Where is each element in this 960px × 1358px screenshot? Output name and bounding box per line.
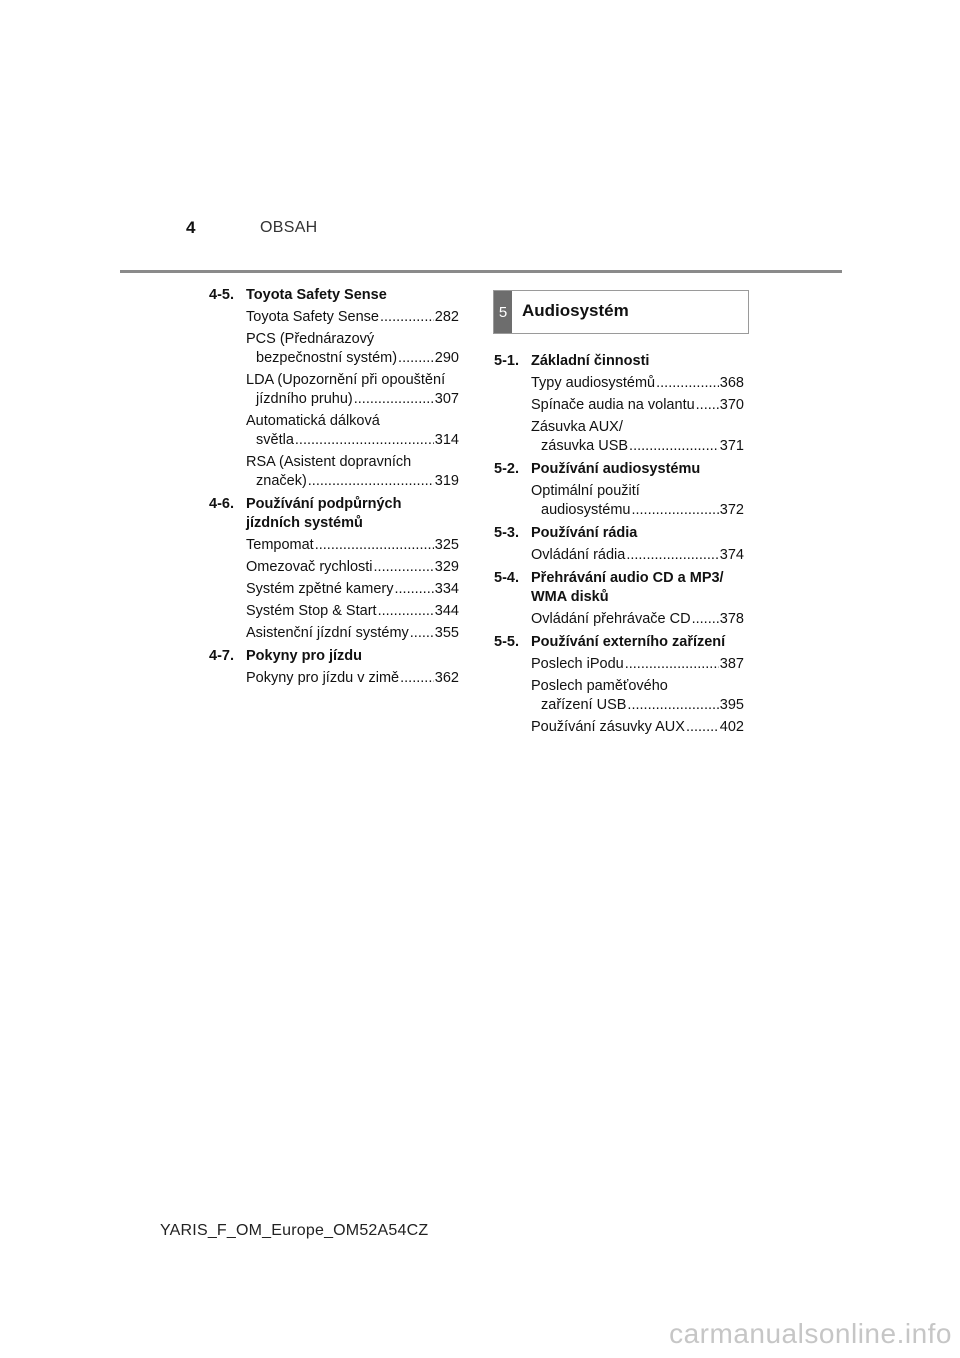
toc-entry-text: PCS (Přednárazový	[246, 331, 375, 347]
page-ref: 344	[434, 603, 459, 619]
toc-entry[interactable]	[246, 371, 459, 409]
section-number: 5-3.	[494, 525, 519, 541]
toc-section	[209, 286, 459, 491]
dot-leader	[400, 669, 434, 688]
section-title: OBSAH	[260, 219, 318, 236]
dot-leader	[626, 546, 718, 565]
dot-leader	[656, 374, 719, 393]
toc-entry-leader-line	[531, 501, 744, 520]
toc-entry-text: Asistenční jízdní systémy	[246, 625, 409, 641]
page-ref: 371	[719, 438, 744, 454]
toc-entry[interactable]	[246, 412, 459, 450]
dot-leader	[308, 472, 434, 491]
toc-entry-text: jízdního pruhu)	[256, 391, 353, 407]
toc-entry-leader-line	[246, 536, 459, 555]
toc-entry-text: bezpečnostní systém)	[256, 350, 398, 366]
toc-entry-text: Toyota Safety Sense	[246, 309, 379, 325]
toc-section-heading	[494, 460, 744, 479]
section-number: 5-5.	[494, 634, 519, 650]
toc-section	[494, 524, 744, 565]
toc-entry-text: zásuvka USB	[541, 438, 629, 454]
page-ref: 370	[719, 397, 744, 413]
page-ref: 334	[434, 581, 459, 597]
dot-leader	[629, 437, 719, 456]
toc-entry-text: audiosystému	[541, 502, 631, 518]
page-ref: 362	[434, 670, 459, 686]
dot-leader	[631, 501, 718, 520]
page-ref: 314	[434, 432, 459, 448]
toc-section-heading	[209, 286, 459, 305]
dot-leader	[354, 390, 434, 409]
toc-section-heading	[494, 633, 744, 652]
page-ref: 395	[719, 697, 744, 713]
toc-entry-text: Poslech iPodu	[531, 656, 624, 672]
toc-entry[interactable]	[531, 718, 744, 737]
toc-entry-leader-line	[531, 718, 744, 737]
section-number: 5-1.	[494, 353, 519, 369]
toc-entry-text: Typy audiosystémů	[531, 375, 656, 391]
toc-section-heading	[209, 495, 459, 533]
toc-entry[interactable]	[531, 655, 744, 674]
section-heading-title: Pokyny pro jízdu	[246, 648, 363, 664]
toc-entry-text: Systém Stop & Start	[246, 603, 377, 619]
toc-entry-text: Zásuvka AUX/	[531, 419, 623, 435]
toc-entry[interactable]	[531, 396, 744, 415]
toc-entry-leader-line	[246, 580, 459, 599]
toc-entry-text: Ovládání rádia	[531, 547, 626, 563]
toc-entry-text: Poslech paměťového	[531, 678, 668, 694]
toc-entry-leader-line	[531, 396, 744, 415]
toc-entry-leader-line	[531, 437, 744, 456]
toc-entry-leader-line	[531, 655, 744, 674]
dot-leader	[315, 536, 434, 555]
toc-entry-text: světla	[256, 432, 294, 448]
toc-section	[494, 460, 744, 520]
page-ref: 319	[434, 473, 459, 489]
toc-entry[interactable]	[531, 418, 744, 456]
page-header	[0, 0, 960, 280]
toc-entry-leader-line	[531, 374, 744, 393]
toc-entry-text: RSA (Asistent dopravních	[246, 454, 412, 470]
toc-entry-leader-line	[531, 696, 744, 715]
toc-entry-text: Používání zásuvky AUX	[531, 719, 685, 735]
page-ref: 372	[719, 502, 744, 518]
dot-leader	[692, 610, 719, 629]
toc-entry-text: LDA (Upozornění při opouštění	[246, 372, 446, 388]
section-heading-title: Používání podpůrných jízdních systémů	[246, 496, 402, 531]
toc-entry-leader-line	[246, 558, 459, 577]
toc-entry-leader-line	[246, 431, 459, 450]
section-heading-title: Toyota Safety Sense	[246, 287, 387, 303]
toc-entry-leader-line	[531, 610, 744, 629]
page-ref: 378	[719, 611, 744, 627]
section-number: 4-7.	[209, 648, 234, 664]
toc-entry-leader-line	[246, 472, 459, 491]
toc-entry[interactable]	[246, 308, 459, 327]
toc-section-heading	[494, 569, 744, 607]
toc-section	[494, 633, 744, 737]
dot-leader	[378, 602, 434, 621]
toc-entry[interactable]	[531, 482, 744, 520]
toc-entry[interactable]	[531, 610, 744, 629]
toc-entry[interactable]	[531, 374, 744, 393]
page-ref: 325	[434, 537, 459, 553]
toc-entry[interactable]	[246, 453, 459, 491]
chapter-title: Audiosystém	[522, 301, 629, 320]
toc-entry-text: Systém zpětné kamery	[246, 581, 394, 597]
toc-entry-leader-line	[246, 349, 459, 368]
section-number: 4-5.	[209, 287, 234, 303]
dot-leader	[398, 349, 434, 368]
section-heading-title: Používání audiosystému	[531, 461, 701, 477]
section-number: 5-2.	[494, 461, 519, 477]
dot-leader	[686, 718, 719, 737]
section-number: 4-6.	[209, 496, 234, 512]
page-ref: 387	[719, 656, 744, 672]
toc-entry-text: Pokyny pro jízdu v zimě	[246, 670, 400, 686]
dot-leader	[410, 624, 434, 643]
page-ref: 374	[719, 547, 744, 563]
dot-leader	[394, 580, 433, 599]
toc-entry[interactable]	[246, 580, 459, 599]
toc-section	[494, 352, 744, 456]
toc-entry-text: zařízení USB	[541, 697, 627, 713]
toc-section-heading	[209, 647, 459, 666]
chapter-box	[493, 290, 749, 334]
toc-entry-leader-line	[246, 669, 459, 688]
toc-entry[interactable]	[246, 669, 459, 688]
document-code: YARIS_F_OM_Europe_OM52A54CZ	[160, 1222, 429, 1239]
toc-entry-text: Optimální použití	[531, 483, 640, 499]
toc-entry-text: Automatická dálková	[246, 413, 380, 429]
toc-entry-leader-line	[246, 624, 459, 643]
page-ref: 355	[434, 625, 459, 641]
dot-leader	[380, 308, 434, 327]
toc-entry-leader-line	[531, 546, 744, 565]
section-heading-title: Základní činnosti	[531, 353, 650, 369]
page-ref: 307	[434, 391, 459, 407]
toc-entry-leader-line	[246, 602, 459, 621]
toc-entry[interactable]	[246, 602, 459, 621]
watermark: carmanualsonline.info	[669, 1318, 952, 1349]
page-ref: 329	[434, 559, 459, 575]
toc-entry[interactable]	[531, 546, 744, 565]
dot-leader	[627, 696, 718, 715]
dot-leader	[625, 655, 719, 674]
toc-section-heading	[494, 352, 744, 371]
toc-entry-text: Spínače audia na volantu	[531, 397, 695, 413]
toc-section	[494, 569, 744, 629]
page-ref: 402	[719, 719, 744, 735]
toc-entry-leader-line	[246, 390, 459, 409]
section-heading-title: Přehrávání audio CD a MP3/ WMA disků	[531, 570, 724, 605]
toc-left-column	[209, 286, 459, 692]
page-number: 4	[186, 218, 196, 237]
toc-entry-text: Ovládání přehrávače CD	[531, 611, 691, 627]
toc-section	[209, 647, 459, 688]
dot-leader	[295, 431, 434, 450]
toc-right-column	[494, 352, 744, 741]
toc-entry-leader-line	[246, 308, 459, 327]
toc-entry[interactable]	[246, 330, 459, 368]
dot-leader	[696, 396, 719, 415]
page-ref: 282	[434, 309, 459, 325]
page-ref: 368	[719, 375, 744, 391]
toc-entry-text: Omezovač rychlosti	[246, 559, 373, 575]
dot-leader	[374, 558, 434, 577]
toc-section-heading	[494, 524, 744, 543]
section-heading-title: Používání externího zařízení	[531, 634, 726, 650]
toc-section	[209, 495, 459, 643]
toc-entry-text: značek)	[256, 473, 307, 489]
header-divider	[120, 270, 842, 273]
chapter-number-tab: 5	[494, 291, 512, 333]
toc-entry[interactable]	[246, 536, 459, 555]
page-ref: 290	[434, 350, 459, 366]
toc-entry[interactable]	[531, 677, 744, 715]
toc-entry[interactable]	[246, 624, 459, 643]
toc-entry-text: Tempomat	[246, 537, 314, 553]
toc-entry[interactable]	[246, 558, 459, 577]
section-number: 5-4.	[494, 570, 519, 586]
section-heading-title: Používání rádia	[531, 525, 638, 541]
